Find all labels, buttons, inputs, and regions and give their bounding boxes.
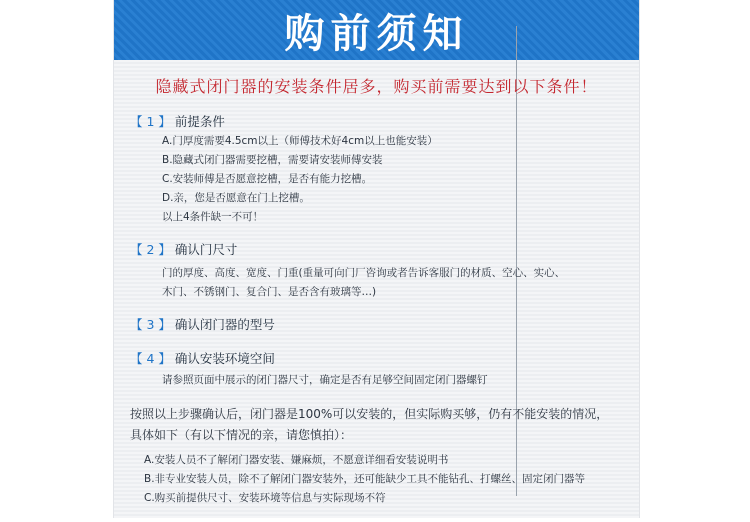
section-2-line-2: 木门、不锈钢门、复合门、是否含有玻璃等…) — [162, 286, 377, 298]
section-1-line-c: C.安装师傅是否愿意挖槽，是否有能力挖槽。 — [162, 173, 373, 185]
section-3-number: 【 3 】 — [130, 317, 171, 332]
subtitle: 隐藏式闭门器的安装条件居多，购买前需要达到以下条件！ — [155, 77, 598, 96]
case-b: B.非专业安装人员，除不了解闭门器安装外，还可能缺少工具不能钻孔、打螺丝、固定闭门器等 — [144, 473, 586, 485]
section-1-line-d: D.亲，您是否愿意在门上挖槽。 — [162, 192, 310, 204]
section-1-line-a: A.门厚度需要4.5cm以上（师傅技术好4cm以上也能安装） — [162, 135, 438, 147]
section-1-number: 【 1 】 — [130, 114, 171, 129]
section-1-line-b: B.隐藏式闭门器需要挖槽，需要请安装师傅安装 — [162, 154, 383, 166]
section-2-heading — [130, 240, 237, 258]
section-4-title: 确认安装环境空间 — [174, 351, 275, 366]
summary-line-2: 具体如下（有以下情况的亲，请您慎拍）： — [130, 428, 353, 442]
title-banner — [114, 0, 639, 60]
section-1-title: 前提条件 — [174, 114, 225, 129]
section-3-title: 确认闭门器的型号 — [174, 317, 275, 332]
section-1-heading — [130, 112, 225, 130]
notice-card — [113, 0, 640, 518]
section-4-number: 【 4 】 — [130, 351, 171, 366]
section-1-line-note: 以上4条件缺一不可！ — [162, 211, 264, 223]
banner-title: 购前须知 — [284, 10, 469, 57]
section-2-line-1: 门的厚度、高度、宽度、门重(重量可向门厂咨询或者告诉客服门的材质、空心、实心、 — [162, 267, 566, 279]
section-2-number: 【 2 】 — [130, 242, 171, 257]
section-2-title: 确认门尺寸 — [174, 242, 238, 257]
summary-line-1: 按照以上步骤确认后，闭门器是100%可以安装的，但实际购买够，仍有不能安装的情况， — [130, 407, 609, 421]
section-4-line-1: 请参照页面中展示的闭门器尺寸，确定是否有足够空间固定闭门器螺钉 — [162, 374, 488, 386]
case-c: C.购买前提供尺寸、安装环境等信息与实际现场不符 — [144, 492, 386, 504]
section-3-heading — [130, 315, 275, 333]
case-a: A.安装人员不了解闭门器安装、嫌麻烦，不愿意详细看安装说明书 — [144, 454, 449, 466]
section-4-heading — [130, 349, 275, 367]
